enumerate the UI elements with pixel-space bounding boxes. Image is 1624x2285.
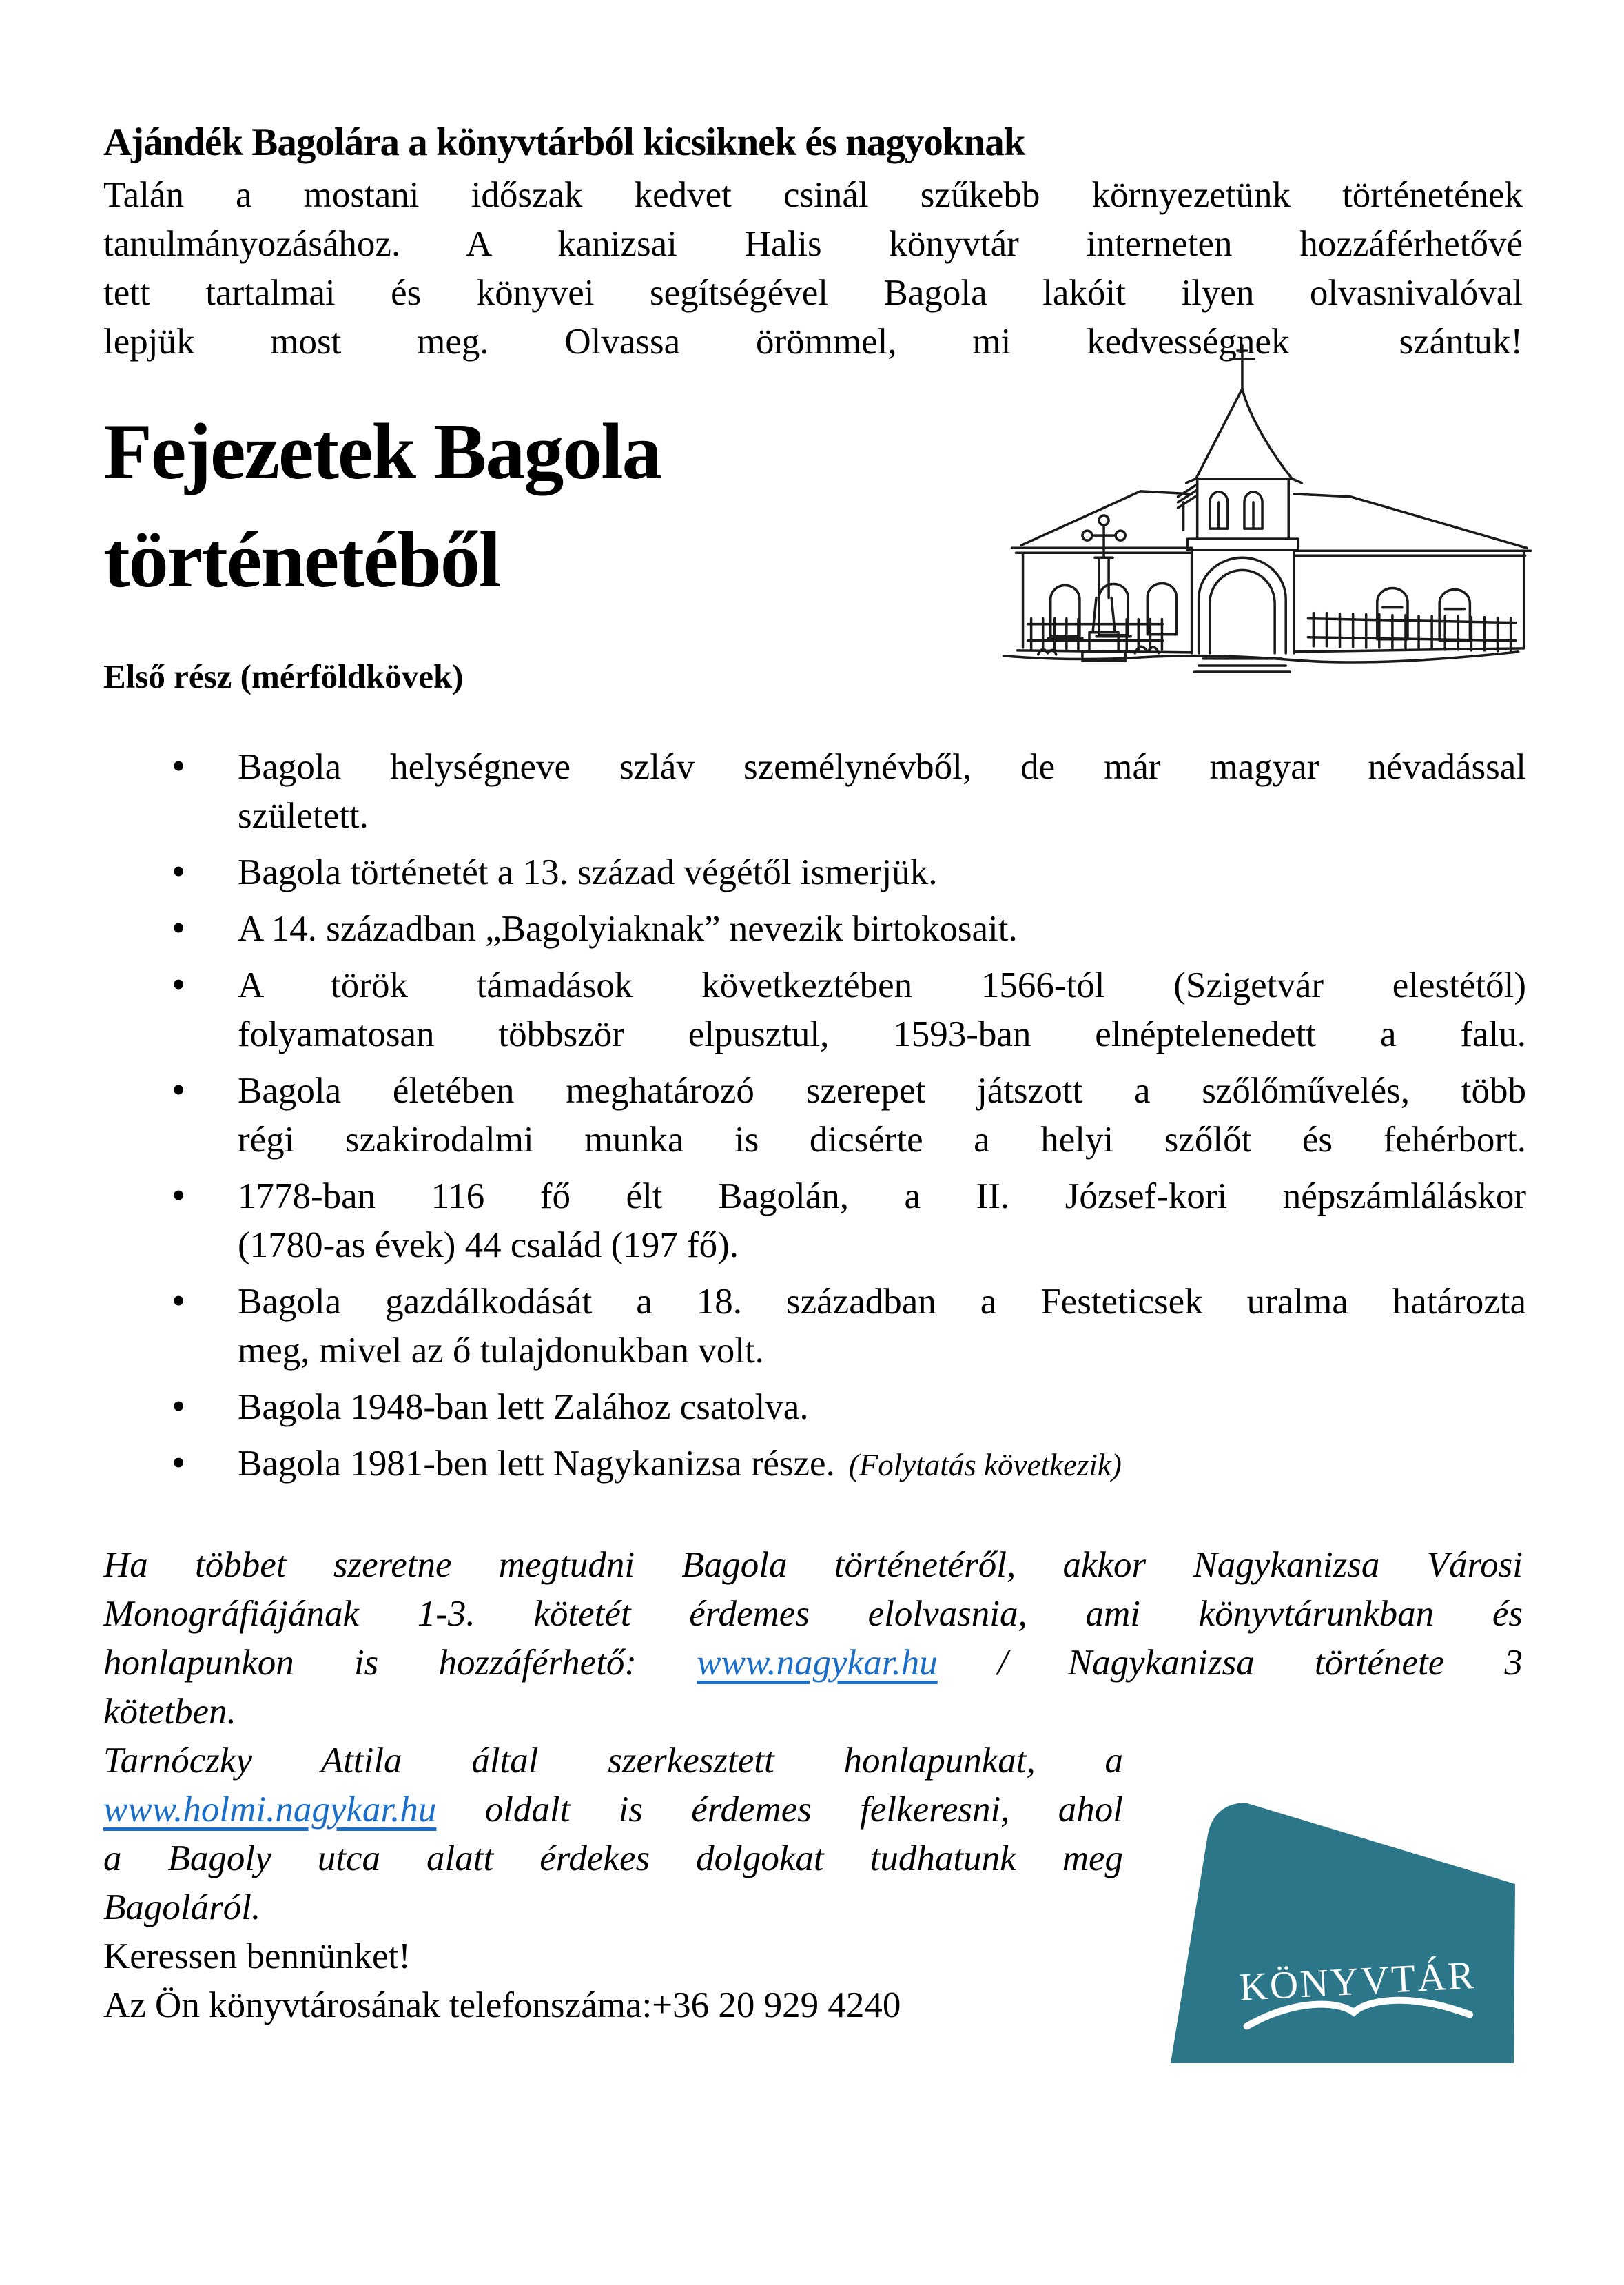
list-item <box>169 1439 1526 1490</box>
bullet-text: régi szakirodalmi munka is dicsérte a helyi szőlőt és fehérbort. <box>238 1120 1526 1160</box>
intro-line: Talán a mostani időszak kedvet csinál szűkebb környezetünk történetének <box>103 175 1523 215</box>
outro-line-text: / Nagykanizsa története 3 <box>937 1643 1523 1683</box>
bullet-text: folyamatosan többször elpusztul, 1593-ban elnéptelenedett a falu. <box>238 1014 1526 1054</box>
bullet-text: született. <box>238 796 369 836</box>
outro-line: Tarnóczky Attila által szerkesztett honlapunkat, a <box>103 1741 1123 1781</box>
bullet-text: (1780-as évek) 44 család (197 fő). <box>238 1225 739 1265</box>
logo-label: KÖNYVTÁR <box>1238 1953 1477 2009</box>
bullet-text: • Bagola helységneve szláv személynévből, de már magyar névadással <box>238 747 1526 787</box>
bullet-text <box>238 1439 1526 1490</box>
outro-line: Bagoláról. <box>103 1887 261 1927</box>
page-title: Fejezetek Bagola történetéből <box>103 408 661 604</box>
continuation-note: (Folytatás következik) <box>848 1448 1122 1482</box>
milestones-list <box>169 743 1526 1490</box>
list-item <box>169 905 1526 954</box>
bullet-text: Bagola 1981-ben lett Nagykanizsa része. <box>238 1444 835 1484</box>
outro-line: Monográfiájának 1-3. kötetét érdemes elolvasnia, ami könyvtárunkban és <box>103 1594 1523 1634</box>
bullet-text: • A török támadások következtében 1566-tól (Szigetvár elestétől) <box>238 965 1526 1005</box>
intro-line: tanulmányozásához. A kanizsai Halis könyvtár interneten hozzáférhetővé <box>103 224 1523 264</box>
bullet-text: • 1778-ban 116 fő élt Bagolán, a II. József-kori népszámláláskor <box>238 1176 1526 1216</box>
holmi-nagykar-link[interactable]: www.holmi.nagykar.hu <box>103 1790 437 1830</box>
outro-line: kötetben. <box>103 1692 236 1732</box>
list-item <box>169 1383 1526 1432</box>
phone-line: Az Ön könyvtárosának telefonszáma:+36 20 929 4240 <box>103 1985 901 2025</box>
church-illustration <box>934 327 1571 703</box>
document-heading: Ajándék Bagolára a könyvtárból kicsiknek és nagyoknak <box>103 121 1025 164</box>
bullet-text: • Bagola életében meghatározó szerepet játszott a szőlőművelés, több <box>238 1071 1526 1111</box>
outro-line-text: honlapunkon is hozzáférhető: <box>103 1643 697 1683</box>
outro-paragraph-1 <box>103 1541 1523 1736</box>
bullet-text: • A 14. században „Bagolyiaknak” nevezik birtokosait. <box>238 909 1018 949</box>
outro-section <box>103 1541 1523 2064</box>
list-item <box>169 1278 1526 1375</box>
list-item <box>169 743 1526 841</box>
logo-shape <box>1171 1803 1515 2063</box>
intro-line: lepjük most meg. Olvassa örömmel, mi kedvességnek szántuk! <box>103 322 1523 362</box>
list-item <box>169 1172 1526 1270</box>
bullet-text: • Bagola 1948-ban lett Zalához csatolva. <box>238 1387 809 1427</box>
bullet-text: • Bagola történetét a 13. század végétől ismerjük. <box>238 852 938 892</box>
bullet-text: meg, mivel az ő tulajdonukban volt. <box>238 1331 764 1371</box>
intro-line: tett tartalmai és könyvei segítségével Bagola lakóit ilyen olvasnivalóval <box>103 273 1523 313</box>
list-item <box>169 1067 1526 1165</box>
cta-line: Keressen bennünket! <box>103 1936 411 1976</box>
outro-line-text: oldalt is érdemes felkeresni, ahol <box>436 1790 1123 1830</box>
list-item <box>169 961 1526 1059</box>
nagykar-link[interactable]: www.nagykar.hu <box>697 1643 938 1683</box>
section-heading: Első rész (mérföldkövek) <box>103 657 464 695</box>
bullet-text: • Bagola gazdálkodását a 18. században a Festeticsek uralma határozta <box>238 1282 1526 1322</box>
library-logo <box>1163 1775 1523 2064</box>
list-item <box>169 848 1526 897</box>
outro-line: Ha többet szeretne megtudni Bagola történetéről, akkor Nagykanizsa Városi <box>103 1545 1523 1585</box>
cross-monument <box>1082 515 1125 661</box>
outro-line <box>103 1639 1523 1688</box>
outro-line: a Bagoly utca alatt érdekes dolgokat tudhatunk meg <box>103 1838 1123 1878</box>
intro-paragraph <box>103 171 1523 367</box>
